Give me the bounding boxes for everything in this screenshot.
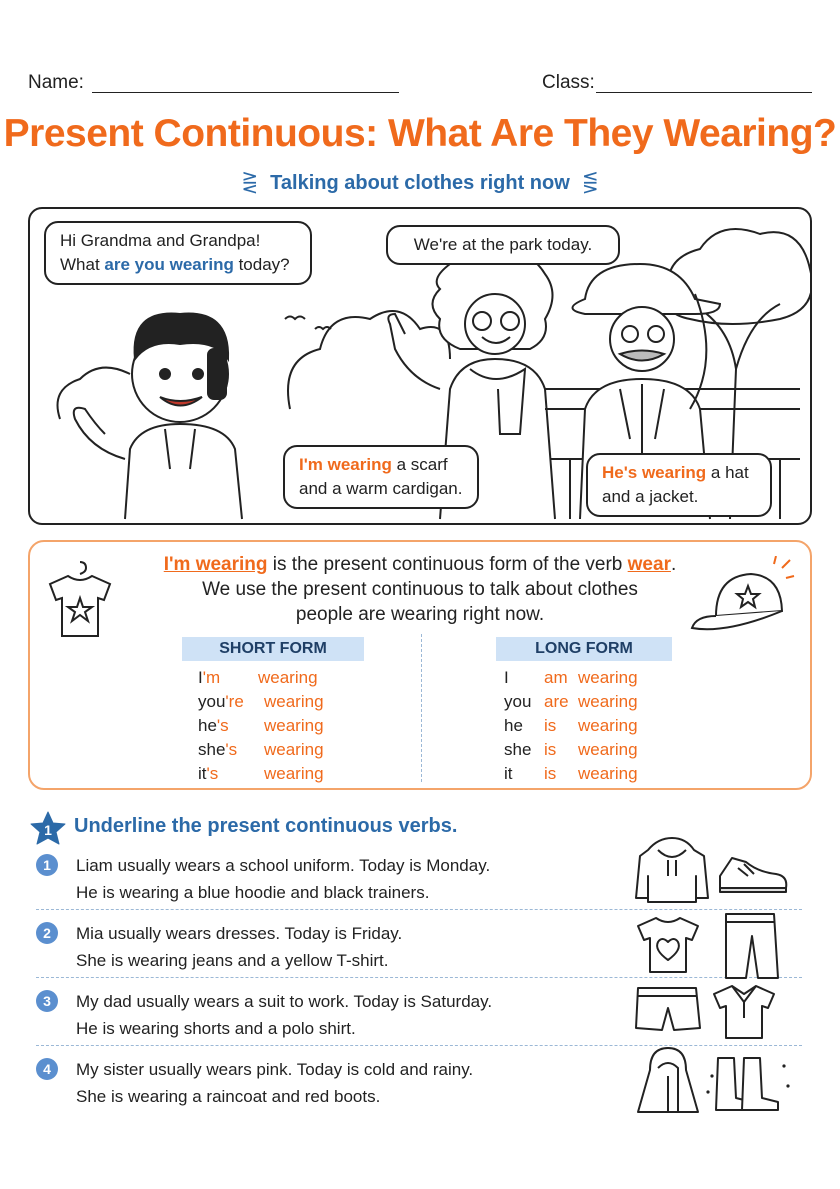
item-text[interactable]	[76, 988, 492, 1042]
grammar-line1-text: is the present continuous form of the verb	[267, 554, 628, 575]
page-title: Present Continuous: What Are They Wearing?	[3, 112, 837, 155]
short-subject: you	[198, 692, 226, 711]
item-text[interactable]	[76, 920, 402, 974]
item-line2[interactable]: She is wearing jeans and a yellow T-shirt.	[76, 951, 389, 970]
bubble-grandpa-text-b: a hat	[706, 463, 749, 482]
short-verb: wearing	[264, 764, 324, 783]
bubble-boy-line1: Hi Grandma and Grandpa!	[60, 231, 261, 250]
bubble-boy-highlight: are you wearing	[104, 255, 234, 274]
item-number: 1	[36, 854, 58, 876]
short-contraction: 'm	[202, 668, 221, 687]
exercise-instruction: Underline the present continuous verbs.	[74, 815, 458, 837]
bubble-grandma-text-b: a scarf	[391, 455, 448, 474]
item-number: 3	[36, 990, 58, 1012]
jeans-icon	[726, 914, 778, 978]
class-label: Class:	[542, 72, 595, 93]
subtitle-text: Talking about clothes right now	[270, 172, 570, 194]
short-subject: he	[198, 716, 217, 735]
long-aux: is	[544, 716, 557, 735]
name-label: Name:	[28, 72, 84, 93]
forms-divider	[421, 634, 422, 782]
shorts-icon	[636, 988, 700, 1030]
long-form-row	[504, 690, 684, 714]
grammar-line1	[150, 552, 690, 577]
grammar-highlight-im-wearing: I'm wearing	[163, 554, 268, 575]
class-field[interactable]	[596, 92, 812, 93]
item-number: 2	[36, 922, 58, 944]
item-text[interactable]	[76, 1056, 473, 1110]
grammar-line3: people are wearing right now.	[295, 604, 545, 625]
item-line1[interactable]: My sister usually wears pink. Today is cold and rainy.	[76, 1060, 474, 1079]
long-subject: she	[504, 740, 532, 759]
long-aux: is	[544, 764, 557, 783]
item-line2[interactable]: He is wearing a blue hoodie and black trainers.	[76, 883, 430, 902]
short-verb: wearing	[264, 740, 324, 759]
page-subtitle	[0, 170, 840, 195]
long-verb: wearing	[578, 716, 638, 735]
bubble-grandpa-line1	[602, 461, 756, 485]
polo-shirt-icon	[714, 986, 774, 1038]
long-verb: wearing	[578, 740, 638, 759]
long-subject: he	[504, 716, 523, 735]
subtitle-deco-left-icon: ⋛	[241, 172, 259, 194]
short-form-row	[198, 714, 324, 738]
bubble-boy-line2	[60, 253, 296, 277]
item-line1[interactable]: Liam usually wears a school uniform. Today is Monday.	[76, 856, 491, 875]
short-subject: she	[198, 740, 226, 759]
bubble-boy-text-a: What	[60, 255, 105, 274]
short-subject: it	[198, 764, 207, 783]
speech-bubble-boy	[44, 221, 312, 285]
long-verb: wearing	[578, 764, 638, 783]
park-scene-illustration	[28, 207, 812, 525]
speech-bubble-grandpa	[586, 453, 772, 517]
long-aux: am	[544, 668, 568, 687]
bubble-grandpa-line2: and a jacket.	[602, 487, 699, 506]
worksheet-header	[28, 72, 812, 100]
bubble-grandma-line1	[299, 453, 463, 477]
short-form-row	[198, 666, 318, 690]
short-form-row	[198, 738, 324, 762]
short-contraction: 're	[225, 692, 244, 711]
item-line2[interactable]: He is wearing shorts and a polo shirt.	[76, 1019, 356, 1038]
long-verb: wearing	[578, 668, 638, 687]
short-subject: I	[198, 668, 203, 687]
short-contraction: 's	[216, 716, 229, 735]
long-aux: are	[544, 692, 569, 711]
bubble-grandma-line2: and a warm cardigan.	[299, 479, 463, 498]
exercise-number: 1	[44, 822, 52, 838]
raincoat-icon	[638, 1048, 698, 1112]
long-verb: wearing	[578, 692, 638, 711]
grammar-box	[28, 540, 812, 790]
short-contraction: 's	[206, 764, 219, 783]
item-line1[interactable]: Mia usually wears dresses. Today is Friday.	[76, 924, 403, 943]
long-subject: it	[504, 764, 513, 783]
boots-icon	[716, 1058, 778, 1110]
bubble-grandma-highlight: I'm wearing	[299, 455, 392, 474]
grammar-highlight-wear: wear	[627, 554, 671, 575]
long-form-row	[504, 666, 684, 690]
long-form-label: LONG FORM	[508, 637, 660, 661]
trainers-icon	[720, 858, 786, 892]
speech-bubble-park: We're at the park today.	[386, 225, 620, 265]
short-form-table	[198, 666, 324, 786]
bubble-grandpa-highlight: He's wearing	[602, 463, 707, 482]
grammar-line2: We use the present continuous to talk about clothes	[202, 579, 638, 600]
item-text[interactable]	[76, 852, 490, 906]
grammar-line1-end: .	[670, 554, 677, 575]
item-number: 4	[36, 1058, 58, 1080]
clothing-icons	[628, 836, 798, 1116]
name-field[interactable]	[92, 92, 399, 93]
long-form-row	[504, 762, 684, 786]
item-line1[interactable]: My dad usually wears a suit to work. Today is Saturday.	[76, 992, 493, 1011]
grammar-explanation	[150, 552, 690, 627]
subtitle-deco-right-icon: ⋚	[581, 172, 599, 194]
short-verb: wearing	[258, 668, 318, 687]
exercise-number-star-icon	[30, 811, 66, 845]
short-contraction: 's	[225, 740, 238, 759]
star-tshirt-icon	[40, 554, 120, 644]
long-form-row	[504, 714, 684, 738]
short-form-row	[198, 762, 324, 786]
long-form-table	[504, 666, 684, 786]
speech-bubble-grandma	[283, 445, 479, 509]
heart-tshirt-icon	[638, 918, 698, 972]
long-aux: is	[544, 740, 557, 759]
short-verb: wearing	[264, 716, 324, 735]
bubble-boy-text-c: today?	[233, 255, 290, 274]
hoodie-icon	[636, 838, 708, 902]
short-form-label: SHORT FORM	[194, 637, 352, 661]
short-form-row	[198, 690, 324, 714]
item-line2[interactable]: She is wearing a raincoat and red boots.	[76, 1087, 381, 1106]
long-subject: I	[504, 668, 509, 687]
short-verb: wearing	[264, 692, 324, 711]
long-subject: you	[504, 692, 532, 711]
cap-icon	[686, 556, 796, 646]
long-form-row	[504, 738, 684, 762]
